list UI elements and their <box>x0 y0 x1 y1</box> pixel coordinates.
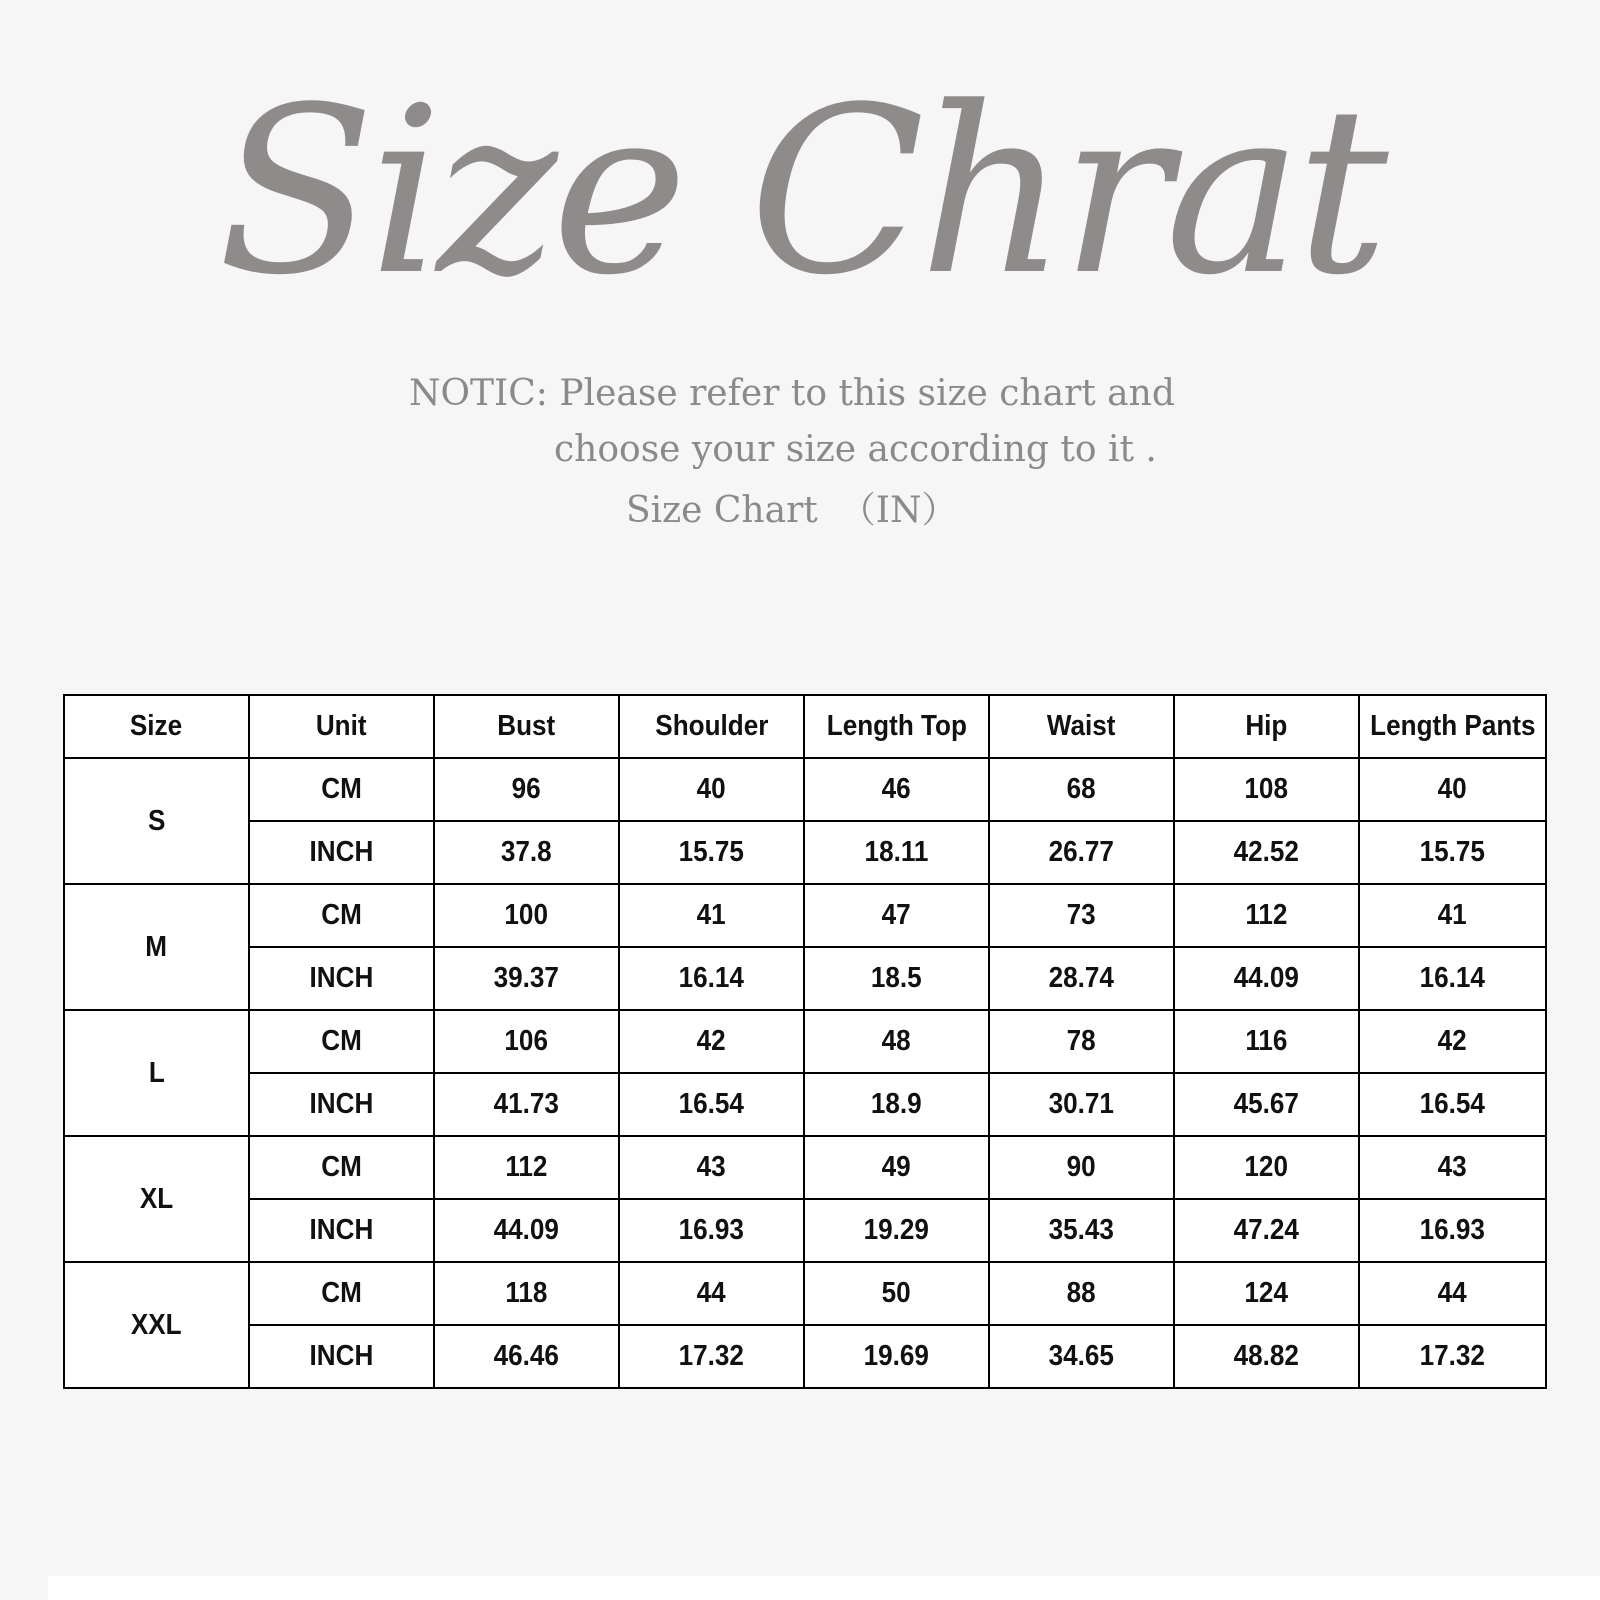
value-cell: 17.32 <box>619 1325 804 1388</box>
value-cell: 26.77 <box>989 821 1174 884</box>
value-cell: 49 <box>804 1136 989 1199</box>
value-cell: 19.29 <box>804 1199 989 1262</box>
header-size: Size <box>64 695 249 758</box>
value-cell: 73 <box>989 884 1174 947</box>
value-cell: 46.46 <box>434 1325 619 1388</box>
subtitle-text: Size Chart <box>626 490 818 531</box>
page-title: Size Chrat <box>217 59 1383 326</box>
value-cell: 42.52 <box>1174 821 1359 884</box>
value-cell: 43 <box>619 1136 804 1199</box>
value-cell: 40 <box>1359 758 1546 821</box>
value-cell: 88 <box>989 1262 1174 1325</box>
table-row <box>64 1199 1546 1262</box>
value-cell: 19.69 <box>804 1325 989 1388</box>
value-cell: 112 <box>1174 884 1359 947</box>
header-hip: Hip <box>1174 695 1359 758</box>
value-cell: 30.71 <box>989 1073 1174 1136</box>
table-row <box>64 884 1546 947</box>
value-cell: 39.37 <box>434 947 619 1010</box>
value-cell: 41 <box>619 884 804 947</box>
unit-cell: INCH <box>249 1325 434 1388</box>
unit-cell: INCH <box>249 1199 434 1262</box>
table-row <box>64 1136 1546 1199</box>
unit-cell: CM <box>249 1010 434 1073</box>
value-cell: 48 <box>804 1010 989 1073</box>
value-cell: 15.75 <box>619 821 804 884</box>
table-row <box>64 1325 1546 1388</box>
value-cell: 90 <box>989 1136 1174 1199</box>
value-cell: 37.8 <box>434 821 619 884</box>
value-cell: 43 <box>1359 1136 1546 1199</box>
value-cell: 18.11 <box>804 821 989 884</box>
header-unit: Unit <box>249 695 434 758</box>
value-cell: 118 <box>434 1262 619 1325</box>
table-row <box>64 947 1546 1010</box>
value-cell: 44.09 <box>434 1199 619 1262</box>
size-cell: S <box>64 758 249 884</box>
header-length-pants: Length Pants <box>1359 695 1546 758</box>
table-subtitle <box>626 482 958 533</box>
value-cell: 44.09 <box>1174 947 1359 1010</box>
value-cell: 41 <box>1359 884 1546 947</box>
value-cell: 18.9 <box>804 1073 989 1136</box>
value-cell: 16.93 <box>1359 1199 1546 1262</box>
unit-cell: CM <box>249 1136 434 1199</box>
value-cell: 45.67 <box>1174 1073 1359 1136</box>
value-cell: 16.54 <box>619 1073 804 1136</box>
value-cell: 124 <box>1174 1262 1359 1325</box>
value-cell: 106 <box>434 1010 619 1073</box>
header-waist: Waist <box>989 695 1174 758</box>
value-cell: 96 <box>434 758 619 821</box>
value-cell: 47 <box>804 884 989 947</box>
unit-cell: CM <box>249 758 434 821</box>
header-length-top: Length Top <box>804 695 989 758</box>
bottom-strip <box>48 1576 1600 1600</box>
value-cell: 34.65 <box>989 1325 1174 1388</box>
value-cell: 112 <box>434 1136 619 1199</box>
notice-text <box>409 366 1175 478</box>
unit-cell: CM <box>249 1262 434 1325</box>
value-cell: 16.14 <box>619 947 804 1010</box>
value-cell: 108 <box>1174 758 1359 821</box>
value-cell: 16.93 <box>619 1199 804 1262</box>
table-row <box>64 758 1546 821</box>
value-cell: 17.32 <box>1359 1325 1546 1388</box>
value-cell: 16.14 <box>1359 947 1546 1010</box>
size-table <box>63 694 1547 1389</box>
value-cell: 46 <box>804 758 989 821</box>
table-body <box>64 758 1546 1388</box>
value-cell: 100 <box>434 884 619 947</box>
notice-line-1: NOTIC: Please refer to this size chart and <box>409 373 1175 414</box>
value-cell: 50 <box>804 1262 989 1325</box>
size-cell: L <box>64 1010 249 1136</box>
value-cell: 42 <box>1359 1010 1546 1073</box>
value-cell: 47.24 <box>1174 1199 1359 1262</box>
value-cell: 15.75 <box>1359 821 1546 884</box>
unit-cell: INCH <box>249 1073 434 1136</box>
value-cell: 16.54 <box>1359 1073 1546 1136</box>
header-shoulder: Shoulder <box>619 695 804 758</box>
value-cell: 41.73 <box>434 1073 619 1136</box>
value-cell: 78 <box>989 1010 1174 1073</box>
value-cell: 116 <box>1174 1010 1359 1073</box>
value-cell: 40 <box>619 758 804 821</box>
value-cell: 44 <box>1359 1262 1546 1325</box>
table-row <box>64 1073 1546 1136</box>
header-bust: Bust <box>434 695 619 758</box>
size-cell: XXL <box>64 1262 249 1388</box>
unit-cell: INCH <box>249 821 434 884</box>
value-cell: 48.82 <box>1174 1325 1359 1388</box>
table-header-row <box>64 695 1546 758</box>
value-cell: 35.43 <box>989 1199 1174 1262</box>
unit-cell: INCH <box>249 947 434 1010</box>
value-cell: 18.5 <box>804 947 989 1010</box>
value-cell: 28.74 <box>989 947 1174 1010</box>
table-row <box>64 1262 1546 1325</box>
value-cell: 120 <box>1174 1136 1359 1199</box>
notice-line-2: choose your size according to it . <box>554 429 1157 470</box>
size-cell: XL <box>64 1136 249 1262</box>
value-cell: 44 <box>619 1262 804 1325</box>
table-row <box>64 1010 1546 1073</box>
value-cell: 42 <box>619 1010 804 1073</box>
unit-cell: CM <box>249 884 434 947</box>
value-cell: 68 <box>989 758 1174 821</box>
size-cell: M <box>64 884 249 1010</box>
table-row <box>64 821 1546 884</box>
subtitle-unit: （IN） <box>839 490 958 531</box>
